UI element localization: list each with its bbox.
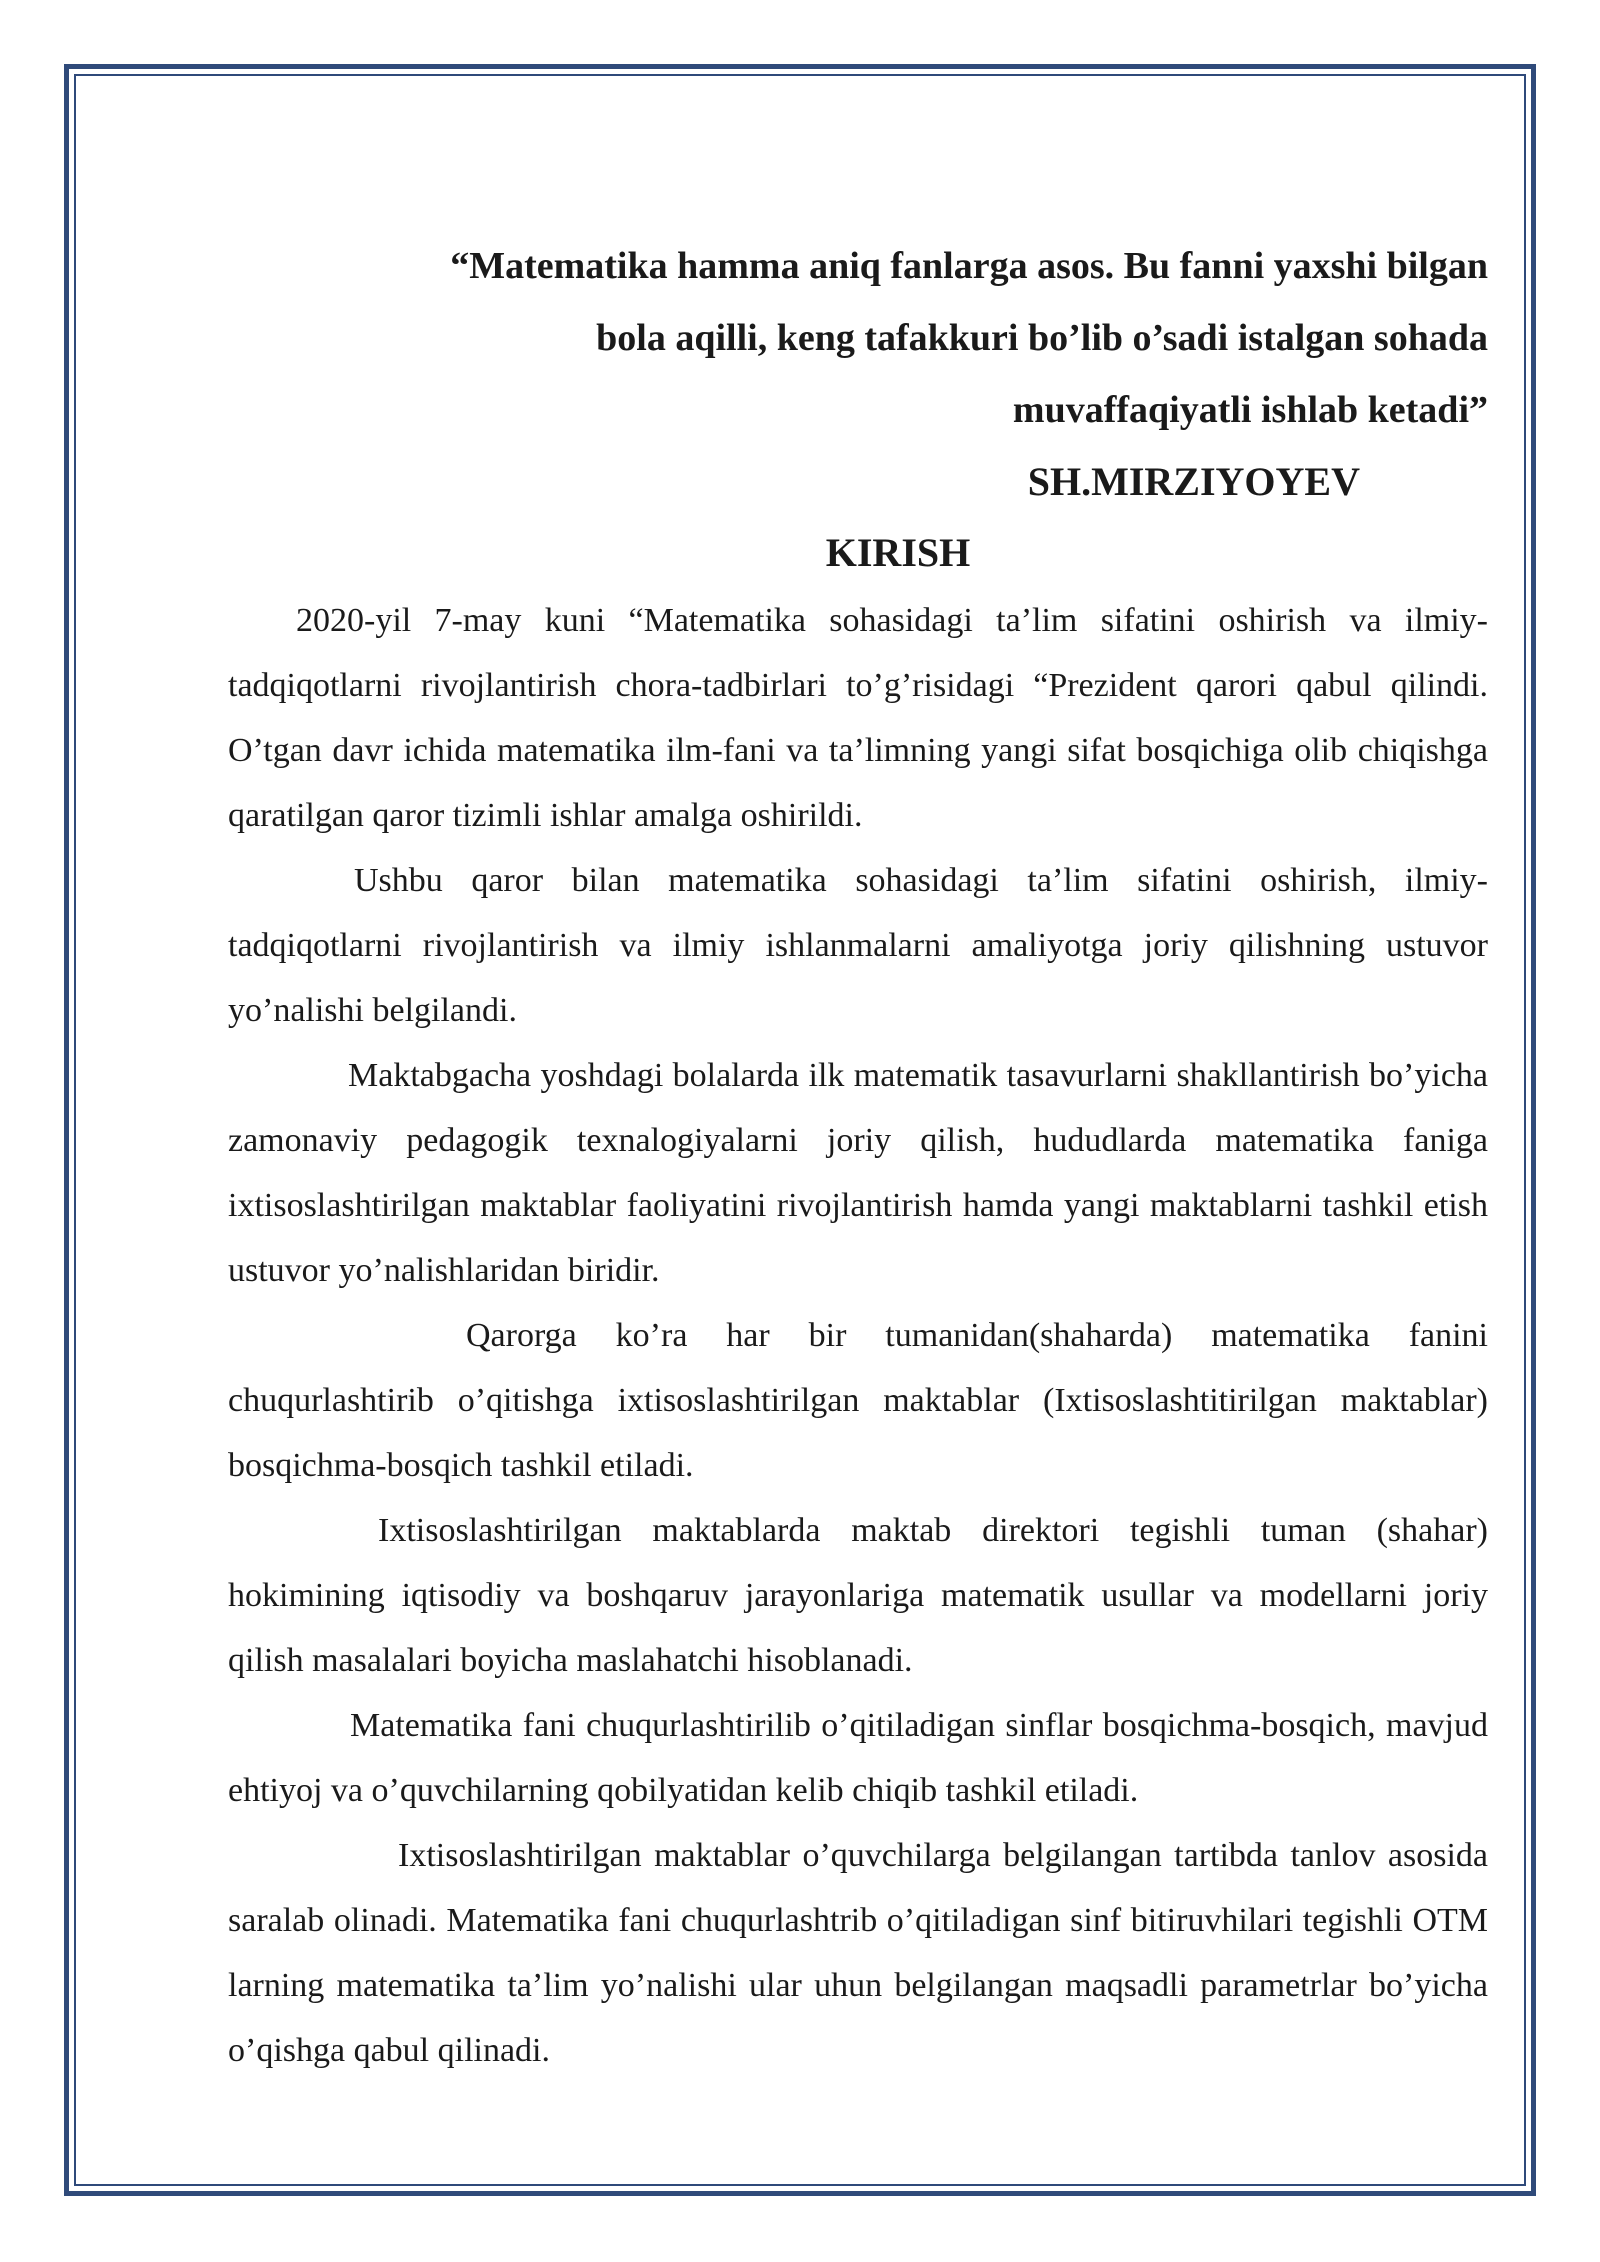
epigraph-author: SH.MIRZIYOYEV [1027,459,1360,504]
epigraph-quote [228,230,1488,446]
epigraph-line: muvaffaqiyatli ishlab ketadi” [1012,389,1488,431]
paragraph: Ushbu qaror bilan matematika sohasidagi ta’lim sifatini oshirish, ilmiy-tadqiqotlarni rivojlantirish va ilmiy ishlanmalarni amaliyotga joriy qilishning ustuvor yo’nalishi belgilandi. [228,862,1488,1029]
document-body [228,230,1488,2083]
paragraph: Ixtisoslashtirilgan maktablar o’quvchilarga belgilangan tartibda tanlov asosida saralab olinadi. Matematika fani chuqurlashtrib o’qitiladigan sinf bitiruvhilari tegishli OTM larning matematika ta’lim yo’nalishi ular uhun belgilangan maqsadli parametrlar bo’yicha o’qishga qabul qilinadi. [228,1837,1488,2069]
paragraph: Ixtisoslashtirilgan maktablarda maktab direktori tegishli tuman (shahar) hokimining iqtisodiy va boshqaruv jarayonlariga matematik usullar va modellarni joriy qilish masalalari boyicha maslahatchi hisoblanadi. [228,1512,1488,1679]
epigraph-line: bola aqilli, keng tafakkuri bo’lib o’sadi istalgan sohada [596,317,1488,359]
epigraph-line: “Matematika hamma aniq fanlarga asos. Bu fanni yaxshi bilgan [450,245,1488,287]
section-heading: KIRISH [825,530,971,575]
paragraph: Qarorga ko’ra har bir tumanidan(shaharda) matematika fanini chuqurlashtirib o’qitishga ixtisoslashtirilgan maktablar (Ixtisoslashtitirilgan maktablar) bosqichma-bosqich tashkil etiladi. [228,1317,1488,1484]
paragraph: Maktabgacha yoshdagi bolalarda ilk matematik tasavurlarni shakllantirish bo’yicha zamonaviy pedagogik texnalogiyalarni joriy qilish, hududlarda matematika faniga ixtisoslashtirilgan maktablar faoliyatini rivojlantirish hamda yangi maktablarni tashkil etish ustuvor yo’nalishlaridan biridir. [228,1057,1488,1289]
paragraph: 2020-yil 7-may kuni “Matematika sohasidagi ta’lim sifatini oshirish va ilmiy-tadqiqotlarni rivojlantirish chora-tadbirlari to’g’risidagi “Prezident qarori qabul qilindi. O’tgan davr ichida matematika ilm-fani va ta’limning yangi sifat bosqichiga olib chiqishga qaratilgan qaror tizimli ishlar amalga oshirildi. [228,602,1488,834]
paragraph: Matematika fani chuqurlashtirilib o’qitiladigan sinflar bosqichma-bosqich, mavjud ehtiyoj va o’quvchilarning qobilyatidan kelib chiqib tashkil etiladi. [228,1707,1488,1809]
